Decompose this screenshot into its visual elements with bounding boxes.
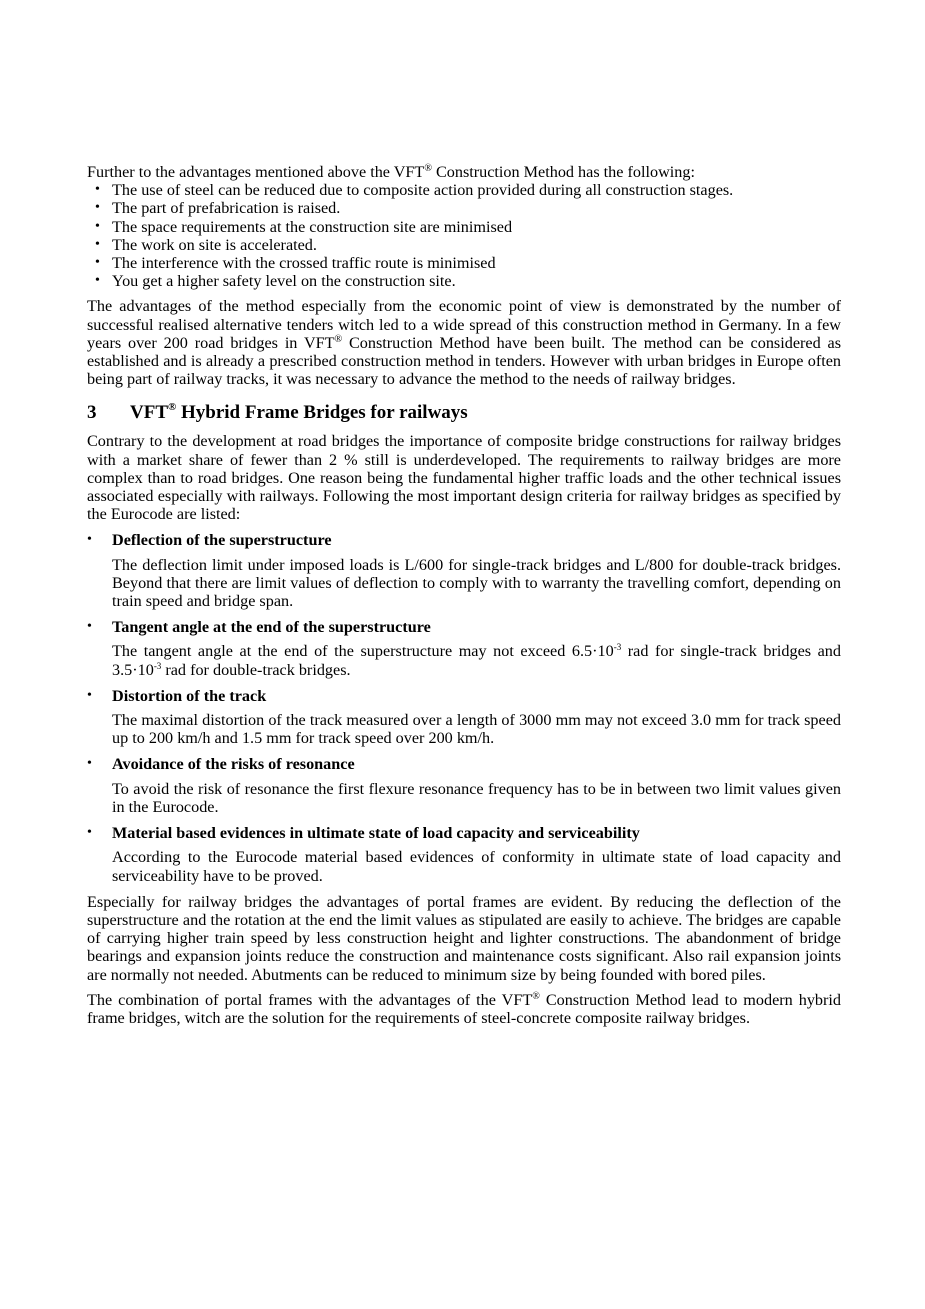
criterion-item xyxy=(87,755,841,816)
criterion-title: Deflection of the superstructure xyxy=(112,531,332,550)
list-item: • You get a higher safety level on the construction site. xyxy=(95,272,456,291)
bullet-icon: • xyxy=(95,218,100,234)
criterion-title: Material based evidences in ultimate state of load capacity and serviceability xyxy=(112,824,640,843)
bullet-icon: • xyxy=(95,255,100,271)
bullet-icon: • xyxy=(95,182,100,198)
section-title: VFT xyxy=(130,402,168,424)
criterion-title: Distortion of the track xyxy=(112,686,267,705)
bullet-icon: • xyxy=(87,532,92,548)
section-number: 3 xyxy=(87,402,97,424)
criterion-title: Tangent angle at the end of the superstructure xyxy=(112,618,431,637)
criterion-item xyxy=(87,618,841,679)
registered-mark: ® xyxy=(532,990,540,1002)
criteria-list xyxy=(87,531,841,884)
section-intro-paragraph: Contrary to the development at road bridges the importance of composite bridge constructions for railway bridges with a market share of fewer than 2 % still is underdeveloped. The requirements to railway bridges are more complex than to road bridges. One reason being the fundamental higher traffic loads and the other technical issues associated especially with railways. Following the most important design criteria for railway bridges as specified by the Eurocode are listed: xyxy=(87,432,841,524)
intro-text: Further to the advantages mentioned above the VFT xyxy=(87,163,425,181)
registered-mark: ® xyxy=(334,333,343,345)
bullet-icon: • xyxy=(87,619,92,635)
intro-text-end: Construction Method has the following: xyxy=(431,163,695,181)
bullet-icon: • xyxy=(87,756,92,772)
registered-mark: ® xyxy=(168,401,177,414)
list-item: • The use of steel can be reduced due to composite action provided during all construction stages. xyxy=(95,181,734,200)
list-item: • The work on site is accelerated. xyxy=(95,235,317,254)
intro-line xyxy=(87,163,841,181)
list-item: • The interference with the crossed traffic route is minimised xyxy=(95,254,496,273)
exponent: -3 xyxy=(613,642,622,653)
bullet-icon: • xyxy=(95,236,100,252)
criterion-text: The tangent angle at the end of the superstructure may not exceed $6.5\cdot 10^{-3}$ rad for single-track bridges and $3.5\cdot 10^{-3}$ rad for double-track bridges. xyxy=(112,642,841,679)
bullet-icon: • xyxy=(95,200,100,216)
advantages-list xyxy=(87,181,841,290)
criterion-item xyxy=(87,687,841,748)
registered-mark: ® xyxy=(424,163,432,174)
criterion-text: According to the Eurocode material based evidences of conformity in ultimate state of load capacity and serviceability have to be proved. xyxy=(112,848,841,885)
criterion-text: The deflection limit under imposed loads is L/600 for single-track bridges and L/800 for double-track bridges. Beyond that there are limit values of deflection to comply with to warranty the travelling comfort, depending on train speed and bridge span. xyxy=(112,555,841,611)
section-title-end: Hybrid Frame Bridges for railways xyxy=(176,402,468,424)
list-item: • The part of prefabrication is raised. xyxy=(95,199,341,218)
criterion-item xyxy=(87,824,841,885)
criterion-text: To avoid the risk of resonance the first flexure resonance frequency has to be in between two limit values given in the Eurocode. xyxy=(112,779,841,816)
economic-paragraph: The advantages of the method especially from the economic point of view is demonstrated by the number of successful realised alternative tenders witch led to a wide spread of this construction method in Germany. In a few years over 200 road bridges in VFT® Construction Method have been built. The method can be considered as established and is already a prescribed construction method in tenders. However with urban bridges in Europe often being part of railway tracks, it was necessary to advance the method to the needs of railway bridges. xyxy=(87,297,841,389)
criterion-title: Avoidance of the risks of resonance xyxy=(112,755,355,774)
criterion-text: The maximal distortion of the track measured over a length of 3000 mm may not exceed 3.0 mm for track speed up to 200 km/h and 1.5 mm for track speed over 200 km/h. xyxy=(112,711,841,748)
combination-paragraph: The combination of portal frames with the advantages of the VFT® Construction Method lead to modern hybrid frame bridges, witch are the solution for the requirements of steel-concrete composite railway bridges. xyxy=(87,990,841,1027)
document-page xyxy=(87,163,841,1027)
bullet-icon: • xyxy=(87,687,92,703)
criterion-item xyxy=(87,531,841,610)
bullet-icon: • xyxy=(87,825,92,841)
section-heading xyxy=(87,402,841,424)
bullet-icon: • xyxy=(95,273,100,289)
exponent: -3 xyxy=(153,660,162,671)
portal-frames-paragraph: Especially for railway bridges the advantages of portal frames are evident. By reducing the deflection of the superstructure and the rotation at the end the limit values as stipulated are easily to achieve. The bridges are capable of carrying higher train speed by less construction height and lighter constructions. The abandonment of bridge bearings and expansion joints reduce the construction and maintenance costs significant. Also rail expansion joints are normally not needed. Abutments can be reduced to minimum size by being founded with bored piles. xyxy=(87,892,841,984)
list-item: • The space requirements at the construction site are minimised xyxy=(95,217,513,236)
